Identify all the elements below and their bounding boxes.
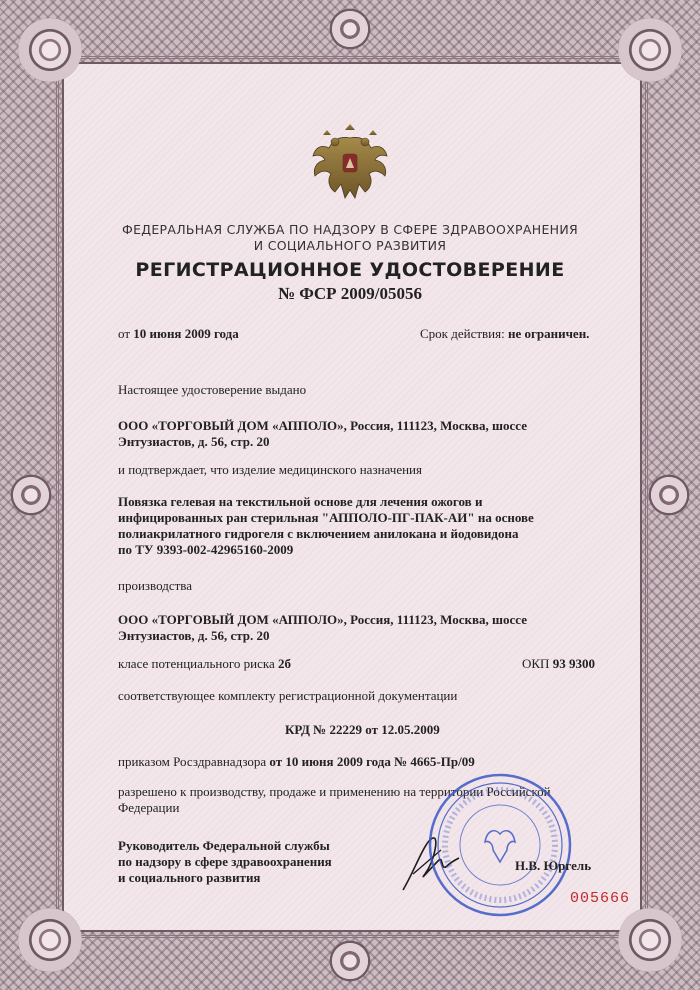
certificate-number: № ФСР 2009/05056 xyxy=(277,284,423,303)
okp-code xyxy=(522,656,595,672)
validity-label: Срок действия: xyxy=(420,326,505,341)
manufacturer-line-2: Энтузиастов, д. 56, стр. 20 xyxy=(118,628,270,643)
issued-to xyxy=(118,418,527,450)
order-prefix: приказом Росздравнадзора xyxy=(118,754,267,769)
corner-ornament xyxy=(618,908,682,972)
issued-to-line-1: ООО «ТОРГОВЫЙ ДОМ «АППОЛО», Россия, 111123, Москва, шоссе xyxy=(118,418,527,433)
official-seal-stamp xyxy=(425,770,575,920)
product-description xyxy=(118,494,534,558)
order-value: от 10 июня 2009 года № 4665-Пр/09 xyxy=(269,754,475,769)
okp-label: ОКП xyxy=(522,656,550,671)
confirms-text: и подтверждает, что изделие медицинского назначения xyxy=(118,462,422,477)
krd-value: КРД № 22229 от 12.05.2009 xyxy=(285,722,440,737)
product-line-3: полиакрилатного гидрогеля с включением анилокана и йодовидона xyxy=(118,526,519,541)
corner-ornament xyxy=(18,18,82,82)
product-line-2: инфицированных ран стерильная "АППОЛО-ПГ-ПАК-АИ" на основе xyxy=(118,510,534,525)
side-rosette xyxy=(327,938,373,984)
issue-date-prefix: от xyxy=(118,326,131,341)
manufacturer-line-1: ООО «ТОРГОВЫЙ ДОМ «АППОЛО», Россия, 111123, Москва, шоссе xyxy=(118,612,527,627)
issue-date-value: 10 июня 2009 года xyxy=(133,326,239,341)
double-headed-eagle-icon xyxy=(305,118,395,208)
risk-class xyxy=(118,656,291,672)
validity-value: не ограничен. xyxy=(507,326,590,341)
head-line-3: и социального развития xyxy=(118,870,261,885)
krd-number xyxy=(285,722,440,738)
agency-line-1: ФЕДЕРАЛЬНАЯ СЛУЖБА ПО НАДЗОРУ В СФЕРЕ ЗДРАВООХРАНЕНИЯ xyxy=(122,222,578,237)
agency-line-2: И СОЦИАЛЬНОГО РАЗВИТИЯ xyxy=(253,238,447,253)
permission-line-2: Федерации xyxy=(118,800,180,815)
risk-value: 2б xyxy=(278,656,292,671)
manufacturer xyxy=(118,612,527,644)
issued-intro: Настоящее удостоверение выдано xyxy=(118,382,307,397)
side-rosette xyxy=(327,6,373,52)
agency-name xyxy=(90,222,610,254)
product-line-1: Повязка гелевая на текстильной основе для лечения ожогов и xyxy=(118,494,483,509)
order-reference xyxy=(118,754,475,770)
side-rosette xyxy=(646,472,692,518)
signatory-value: Н.В. Юргель xyxy=(515,858,592,873)
serial-number: 005666 xyxy=(570,890,631,907)
issued-to-line-2: Энтузиастов, д. 56, стр. 20 xyxy=(118,434,270,449)
corner-ornament xyxy=(618,18,682,82)
document-title: РЕГИСТРАЦИОННОЕ УДОСТОВЕРЕНИЕ xyxy=(135,259,565,281)
side-rosette xyxy=(8,472,54,518)
issue-date xyxy=(118,326,239,342)
corner-ornament xyxy=(18,908,82,972)
risk-label: класе потенциального риска xyxy=(118,656,275,671)
validity-period xyxy=(420,326,589,342)
okp-value: 93 9300 xyxy=(552,656,595,671)
head-line-1: Руководитель Федеральной службы xyxy=(118,838,330,853)
head-line-2: по надзору в сфере здравоохранения xyxy=(118,854,332,869)
product-line-4: по ТУ 9393-002-42965160-2009 xyxy=(118,542,294,557)
signatory-name xyxy=(515,858,591,874)
production-label: производства xyxy=(118,578,193,593)
permission-line-1: разрешено к производству, продаже и применению на территории Российской xyxy=(118,784,551,799)
kit-text: соответствующее комплекту регистрационной документации xyxy=(118,688,458,703)
head-title xyxy=(118,838,332,886)
